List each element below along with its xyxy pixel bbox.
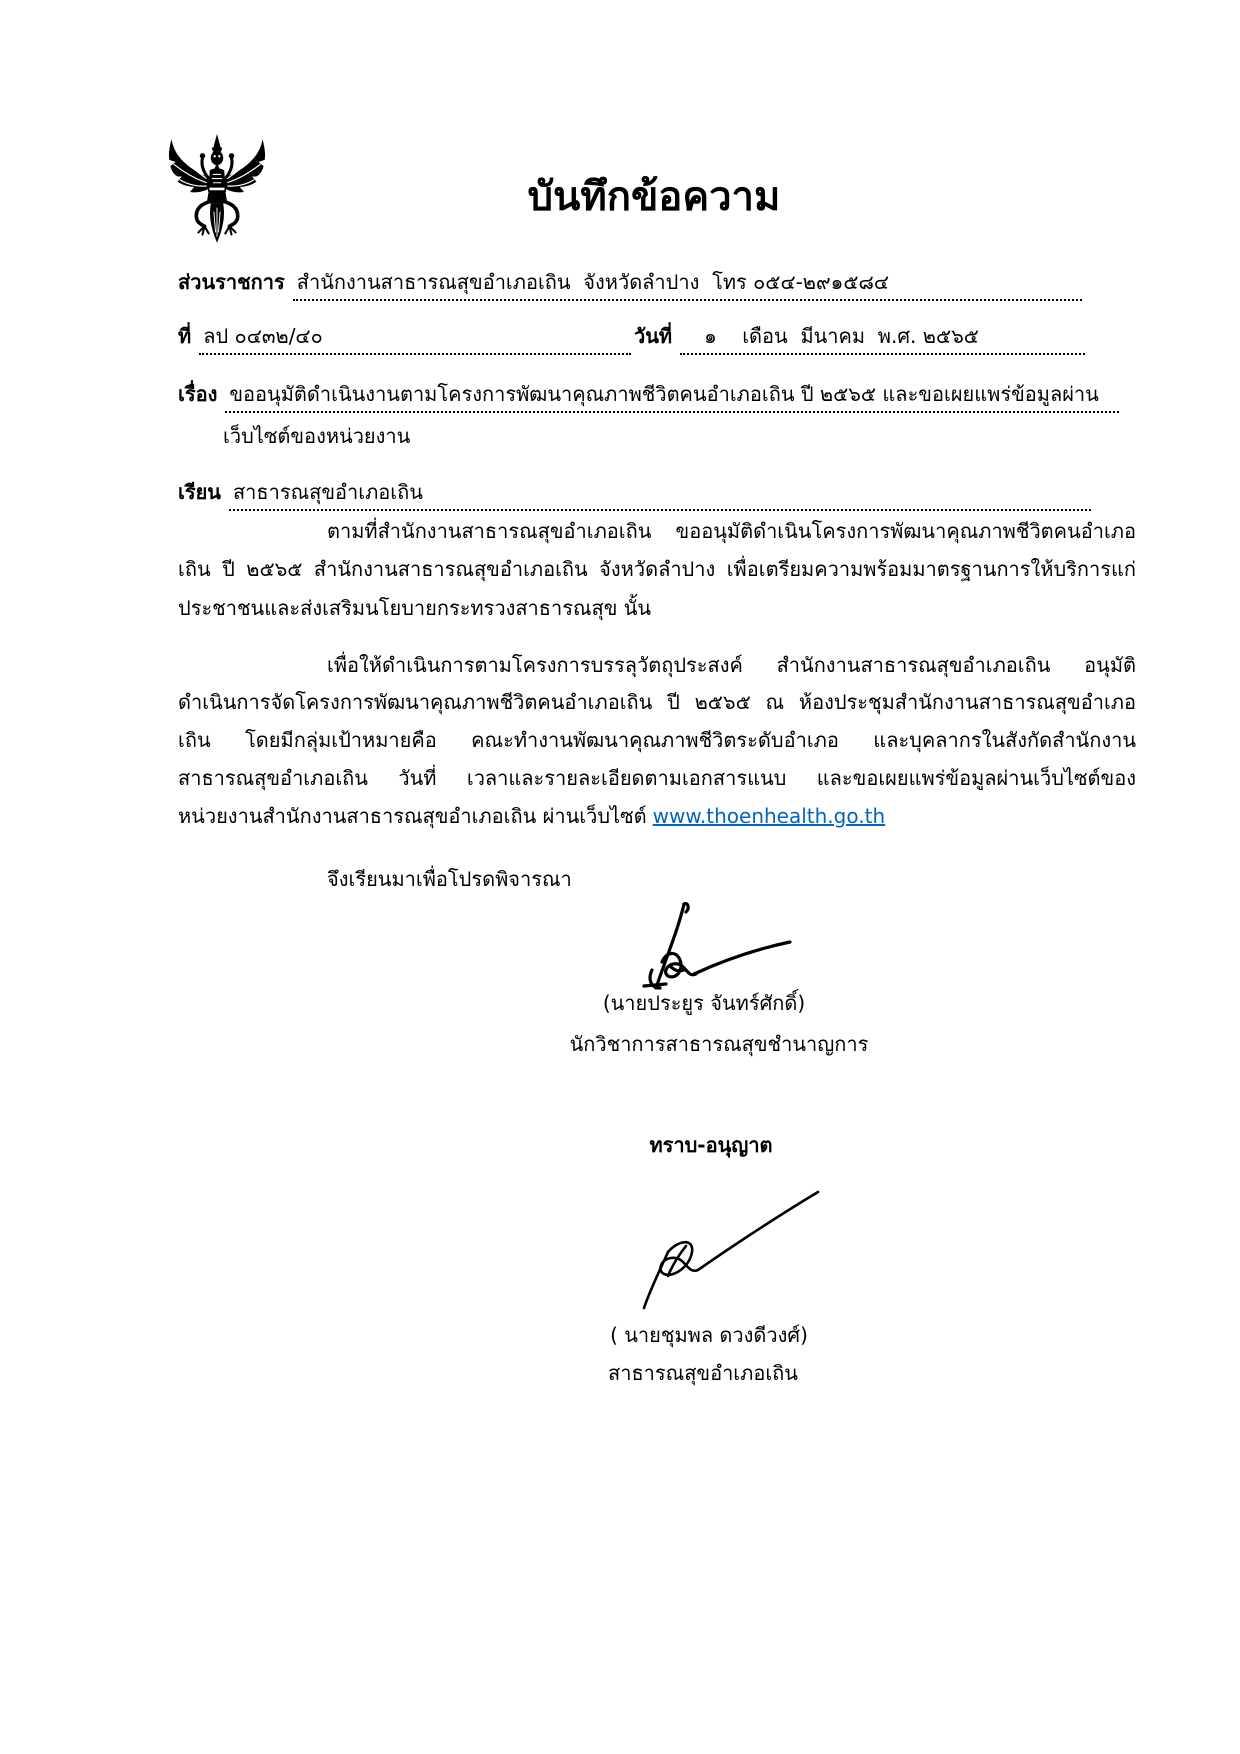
paragraph-line-text: หน่วยงานสำนักงานสาธารณสุขอำเภอเถิน ผ่านเว็บไซต์ <box>178 804 647 828</box>
date-value: ๑ เดือน มีนาคม พ.ศ. ๒๕๖๕ <box>680 319 1085 355</box>
paragraph-line: เถิน โดยมีกลุ่มเป้าหมายคือ คณะทำงานพัฒนาคุณภาพชีวิตระดับอำเภอ และบุคลากรในสังกัดสำนักงาน <box>178 728 1136 752</box>
agency-value: สำนักงานสาธารณสุขอำเภอเถิน จังหวัดลำปาง โทร ๐๕๔-๒๙๑๕๘๔ <box>293 265 1082 301</box>
paragraph-line: เถิน ปี ๒๕๖๕ สำนักงานสาธารณสุขอำเภอเถิน จังหวัดลำปาง เพื่อเตรียมความพร้อมมาตรฐานการให้บริการแก่ <box>178 557 1136 581</box>
approver-signature <box>638 1186 820 1314</box>
to-label: เรียน <box>178 480 221 504</box>
garuda-left-half <box>169 139 211 234</box>
approval-text: ทราบ-อนุญาต <box>649 1133 773 1157</box>
garuda-left-leg <box>196 201 210 226</box>
subject-label: เรื่อง <box>178 382 218 406</box>
closing-text: จึงเรียนมาเพื่อโปรดพิจารณา <box>327 867 572 891</box>
garuda-center <box>207 134 228 243</box>
paragraph-last-line <box>178 797 1136 835</box>
date-row <box>634 317 1085 355</box>
garuda-right-leg <box>223 201 238 226</box>
paragraph-line: ดำเนินการจัดโครงการพัฒนาคุณภาพชีวิตคนอำเภอเถิน ปี ๒๕๖๕ ณ ห้องประชุมสำนักงานสาธารณสุขอำเภอ <box>178 690 1136 714</box>
paragraph-line: ตามที่สำนักงานสาธารณสุขอำเภอเถิน ขออนุมัติดำเนินโครงการพัฒนาคุณภาพชีวิตคนอำเภอ <box>327 519 1136 543</box>
subject-line-2: เว็บไซต์ของหน่วยงาน <box>223 424 411 448</box>
website-link[interactable]: www.thoenhealth.go.th <box>652 804 886 828</box>
garuda-crown <box>213 134 220 147</box>
author-position: นักวิชาการสาธารณสุขชำนาญการ <box>569 1032 869 1056</box>
date-label: วันที่ <box>634 324 673 348</box>
agency-row <box>178 263 1082 301</box>
author-signature <box>640 900 795 995</box>
garuda-emblem-icon <box>165 133 269 249</box>
subject-row <box>178 375 1119 413</box>
reference-value: ลป ๐๔๓๒/๔๐ <box>199 319 631 355</box>
reference-row <box>178 317 631 355</box>
agency-label: ส่วนราชการ <box>178 270 285 294</box>
paragraph-line: เพื่อให้ดำเนินการตามโครงการบรรลุวัตถุประสงค์ สำนักงานสาธารณสุขอำเภอเถิน อนุมัติ <box>327 653 1136 677</box>
paragraph-line: สาธารณสุขอำเภอเถิน วันที่ เวลาและรายละเอียดตามเอกสารแนบ และขอเผยแพร่ข้อมูลผ่านเว็บไซต์ของ <box>178 766 1136 790</box>
garuda-right-half <box>223 139 265 234</box>
to-row <box>178 473 1091 511</box>
to-value: สาธารณสุขอำเภอเถิน <box>229 475 1091 511</box>
approver-position: สาธารณสุขอำเภอเถิน <box>608 1361 798 1385</box>
memo-title: บันทึกข้อความ <box>527 174 781 220</box>
paragraph-line: ประชาชนและส่งเสริมนโยบายกระทรวงสาธารณสุข นั้น <box>178 596 652 620</box>
subject-line-1: ขออนุมัติดำเนินงานตามโครงการพัฒนาคุณภาพชีวิตคนอำเภอเถิน ปี ๒๕๖๕ และขอเผยแพร่ข้อมูลผ่าน <box>225 377 1119 413</box>
reference-label: ที่ <box>178 324 192 348</box>
author-name: (นายประยูร จันทร์ศักดิ์) <box>602 991 806 1015</box>
approver-name: ( นายชุมพล ดวงดีวงศ์) <box>610 1323 808 1347</box>
